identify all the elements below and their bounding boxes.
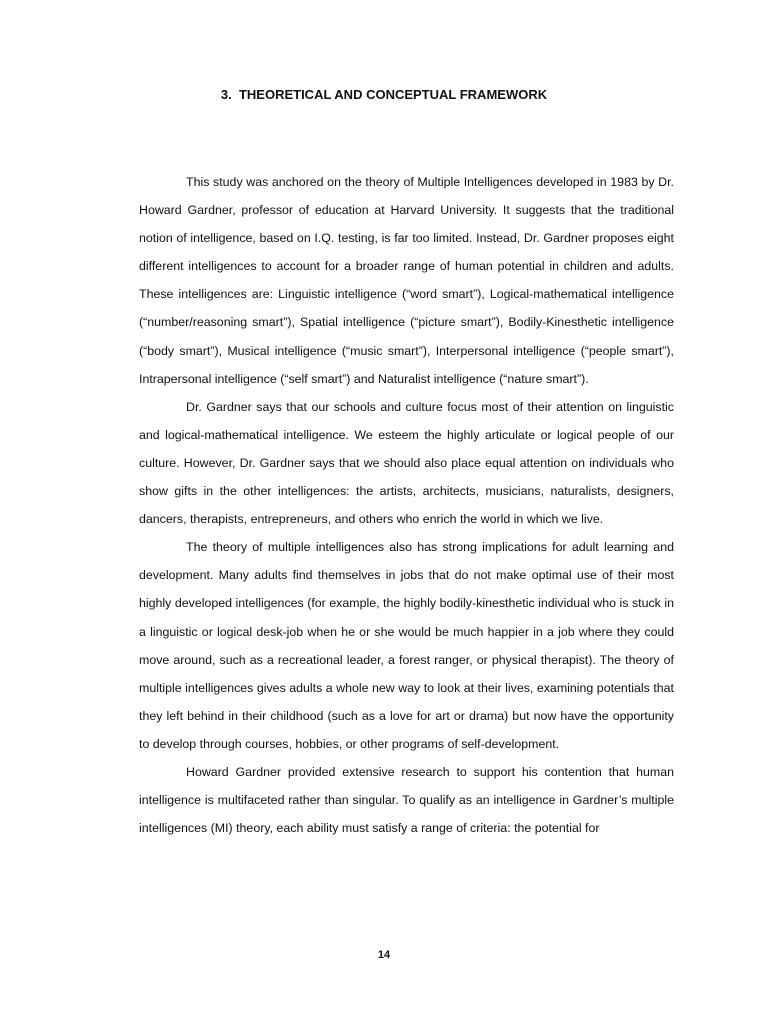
body-text xyxy=(139,168,674,842)
page-number: 14 xyxy=(377,949,391,961)
paragraph-3: The theory of multiple intelligences also has strong implications for adult learning and development. Many adults find themselves in jobs that do not make optimal use of their most highly developed intelligences (for example, the highly bodily-kinesthetic individual who is stuck in a linguistic or logical desk-job when he or she would be much happier in a job where they could move around, such as a recreational leader, a forest ranger, or physical therapist). The theory of multiple intelligences gives adults a whole new way to look at their lives, examining potentials that they left behind in their childhood (such as a love for art or drama) but now have the opportunity to develop through courses, hobbies, or other programs of self-development. xyxy=(139,540,674,751)
paragraph-2: Dr. Gardner says that our schools and culture focus most of their attention on linguistic and logical-mathematical intelligence. We esteem the highly articulate or logical people of our culture. However, Dr. Gardner says that we should also place equal attention on individuals who show gifts in the other intelligences: the artists, architects, musicians, naturalists, designers, dancers, therapists, entrepreneurs, and others who enrich the world in which we live. xyxy=(139,399,674,527)
paragraph-1: This study was anchored on the theory of Multiple Intelligences developed in 1983 by Dr. Howard Gardner, professor of education at Harvard University. It suggests that the traditional notion of intelligence, based on I.Q. testing, is far too limited. Instead, Dr. Gardner proposes eight different intelligences to account for a broader range of human potential in children and adults. These intelligences are: Linguistic intelligence (“word smart”), Logical-mathematical intelligence (“number/reasoning smart”), Spatial intelligence (“picture smart”), Bodily-Kinesthetic intelligence (“body smart”), Musical intelligence (“music smart”), Interpersonal intelligence (“people smart”), Intrapersonal intelligence (“self smart”) and Naturalist intelligence (“nature smart”). xyxy=(139,175,674,386)
section-heading: 3. THEORETICAL AND CONCEPTUAL FRAMEWORK xyxy=(220,87,548,102)
paragraph-4: Howard Gardner provided extensive research to support his contention that human intelligence is multifaceted rather than singular. To qualify as an intelligence in Gardner’s multiple intelligences (MI) theory, each ability must satisfy a range of criteria: the potential for xyxy=(139,764,674,836)
